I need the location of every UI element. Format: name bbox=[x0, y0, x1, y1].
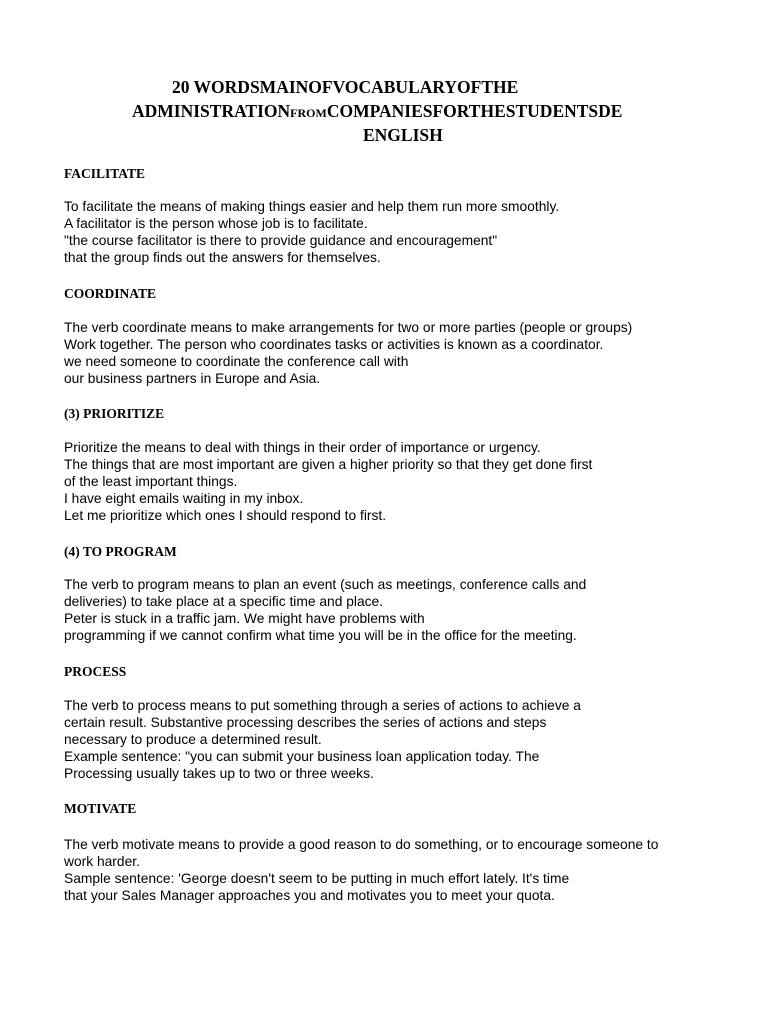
body-line: of the least important things. bbox=[64, 474, 238, 489]
section-body-facilitate bbox=[64, 198, 559, 266]
document-title-line-2 bbox=[132, 100, 622, 124]
body-line: we need someone to coordinate the conference call with bbox=[64, 354, 409, 369]
body-line: "the course facilitator is there to provide guidance and encouragement" bbox=[64, 233, 498, 248]
body-line: The things that are most important are given a higher priority so that they get done first bbox=[64, 457, 593, 472]
body-line: I have eight emails waiting in my inbox. bbox=[64, 491, 304, 506]
section-heading-process: PROCESS bbox=[64, 664, 127, 679]
body-line: The verb to program means to plan an event (such as meetings, conference calls and bbox=[64, 577, 587, 592]
section-body-prioritize bbox=[64, 439, 592, 524]
section-body-coordinate bbox=[64, 319, 632, 387]
section-body-process bbox=[64, 697, 581, 782]
body-line: Let me prioritize which ones I should respond to first. bbox=[64, 508, 387, 523]
document-title-line-3: ENGLISH bbox=[363, 125, 443, 145]
body-line: The verb to process means to put something through a series of actions to achieve a bbox=[64, 698, 581, 713]
section-heading-prioritize: (3) PRIORITIZE bbox=[64, 406, 165, 421]
body-line: work harder. bbox=[64, 854, 140, 869]
section-body-motivate bbox=[64, 836, 658, 904]
body-line: Work together. The person who coordinates tasks or activities is known as a coordinator. bbox=[64, 337, 604, 352]
title-line-2-small-caps: FROM bbox=[290, 106, 327, 120]
body-line: A facilitator is the person whose job is to facilitate. bbox=[64, 216, 368, 231]
section-body-to-program bbox=[64, 576, 586, 644]
section-heading-facilitate: FACILITATE bbox=[64, 166, 146, 181]
body-line: To facilitate the means of making things easier and help them run more smoothly. bbox=[64, 199, 560, 214]
body-line: programming if we cannot confirm what time you will be in the office for the meeting. bbox=[64, 628, 577, 643]
section-heading-coordinate: COORDINATE bbox=[64, 286, 157, 301]
body-line: Example sentence: "you can submit your business loan application today. The bbox=[64, 749, 540, 764]
body-line: that your Sales Manager approaches you and motivates you to meet your quota. bbox=[64, 888, 555, 903]
title-line-2-start: ADMINISTRATION bbox=[132, 101, 291, 121]
section-heading-motivate: MOTIVATE bbox=[64, 801, 137, 816]
title-line-2-end: COMPANIESFORTHESTUDENTSDE bbox=[326, 101, 623, 121]
body-line: necessary to produce a determined result. bbox=[64, 732, 322, 747]
body-line: that the group finds out the answers for themselves. bbox=[64, 250, 381, 265]
body-line: deliveries) to take place at a specific time and place. bbox=[64, 594, 384, 609]
body-line: Prioritize the means to deal with things in their order of importance or urgency. bbox=[64, 440, 541, 455]
body-line: certain result. Substantive processing describes the series of actions and steps bbox=[64, 715, 547, 730]
body-line: Processing usually takes up to two or three weeks. bbox=[64, 766, 374, 781]
body-line: Sample sentence: 'George doesn't seem to be putting in much effort lately. It's time bbox=[64, 871, 570, 886]
body-line: our business partners in Europe and Asia. bbox=[64, 371, 321, 386]
document-title-line-1: 20 WORDSMAINOFVOCABULARYOFTHE bbox=[172, 77, 519, 97]
body-line: The verb motivate means to provide a good reason to do something, or to encourage someone to bbox=[64, 837, 659, 852]
body-line: Peter is stuck in a traffic jam. We might have problems with bbox=[64, 611, 425, 626]
body-line: The verb coordinate means to make arrangements for two or more parties (people or groups) bbox=[64, 320, 633, 335]
section-heading-to-program: (4) TO PROGRAM bbox=[64, 544, 177, 559]
